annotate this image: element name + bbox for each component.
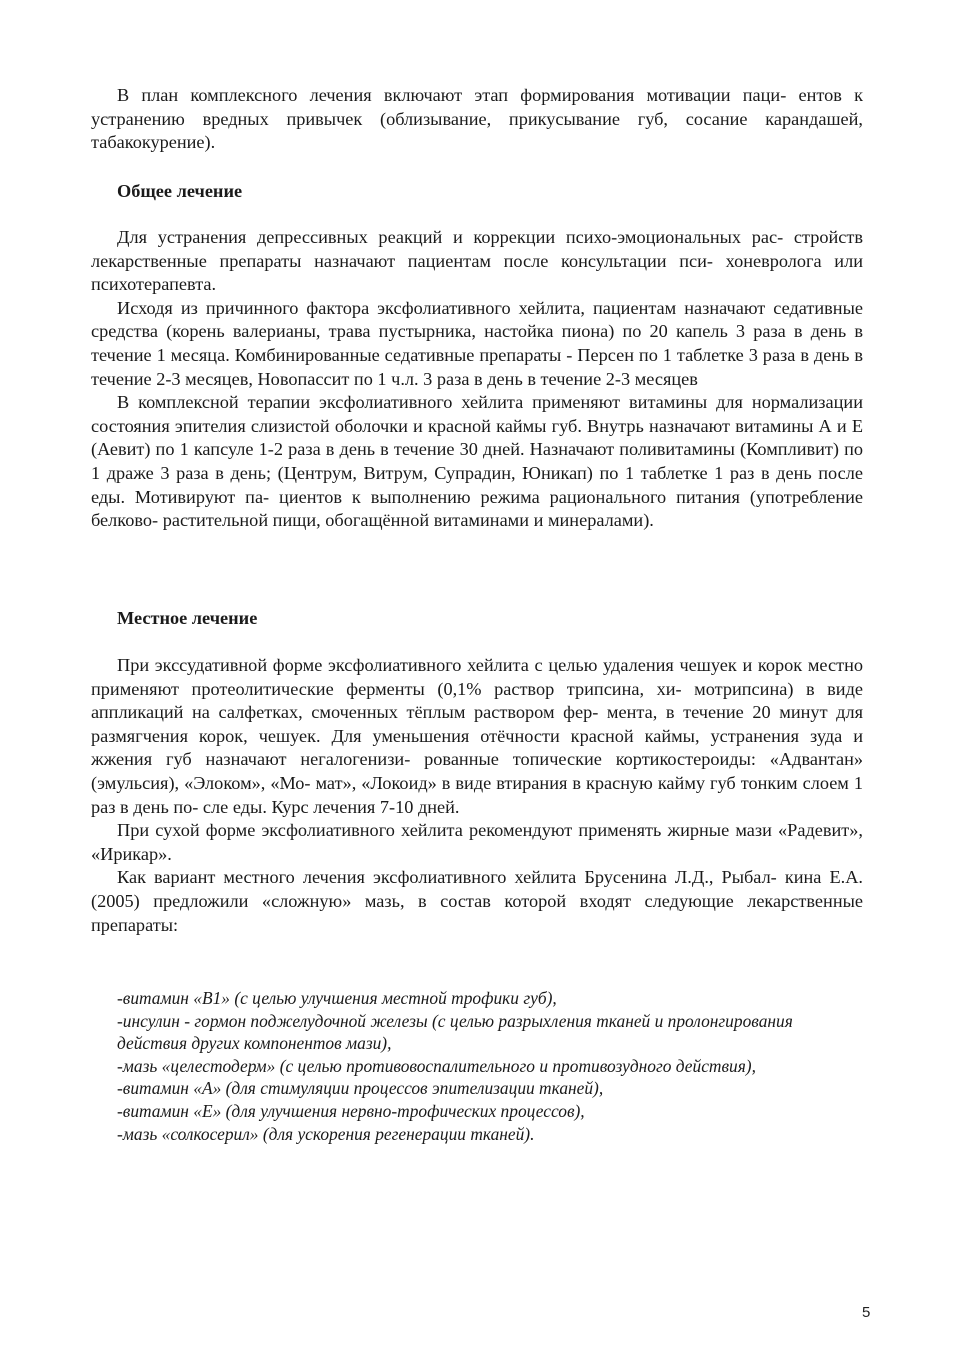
- paragraph-vitamins: В комплексной терапии эксфолиативного хейлита применяют витамины для нормализации состояния эпителия слизистой оболочки и красной каймы губ. Внутрь назначают витамины А и Е (Аевит) по 1 капсуле 1-2 раза в день в течение 30 дней. Назначают поливитамины (Компливит) по 1 драже 3 раза в день; (Центрум, Витрум, Супрадин, Юникап) по 1 таблетке 1 раз в день после еды. Мотивируют па- циентов к выполнению режима рационального питания (употребление белково- растительной пищи, обогащённой витаминами и минералами).: [91, 392, 863, 531]
- heading-general-treatment: Общее лечение: [117, 181, 243, 201]
- local-treatment-section: [91, 654, 863, 937]
- general-treatment-section: [91, 226, 863, 533]
- paragraph-sedatives: Исходя из причинного фактора эксфолиативного хейлита, пациентам назначают седативные средства (корень валерианы, трава пустырника, настойка пиона) по 20 капель 3 раза в день в течение 1 месяца. Комбинированные седативные препараты - Персен по 1 таблетке 3 раза в день в течение 2-3 месяцев, Новопассит по 1 ч.л. 3 раза в день в течение 2-3 месяцев: [91, 297, 863, 389]
- heading-local-treatment: Местное лечение: [117, 608, 258, 628]
- paragraph-exudative-form: При экссудативной форме эксфолиативного хейлита с целью удаления чешуек и корок местно применяют протеолитические ферменты (0,1% раствор трипсина, хи- мотрипсина) в виде аппликаций на салфетках, смоченных тёплым раствором фер- мента, в течение 20 минут для размягчения корок, чешуек. Для уменьшения отёчности красной каймы, устранения зуда и жжения губ назначают негалогенизи- рованные топические кортикостероиды: «Адвантан» (эмульсия), «Элоком», «Мо- мат», «Локоид» в виде втирания в красную кайму губ тонким слоем 1 раз в день по- сле еды. Курс лечения 7-10 дней.: [91, 655, 863, 817]
- list-item: -мазь «целестодерм» (с целью противовоспалительного и противозудного действия),: [117, 1055, 756, 1076]
- paragraph-complex-ointment: Как вариант местного лечения эксфолиативного хейлита Брусенина Л.Д., Рыбал- кина Е.А. (2005) предложили «сложную» мазь, в состав которой входят следующие лекарственные препараты:: [91, 867, 863, 935]
- paragraph-depression: Для устранения депрессивных реакций и коррекции психо-эмоциональных рас- стройств лекарственные препараты назначают пациентам после консультации пси- хоневролога или психотерапевта.: [91, 227, 863, 295]
- list-item: -мазь «солкосерил» (для ускорения регенерации тканей).: [117, 1123, 535, 1144]
- list-item: -витамин «А» (для стимуляции процессов эпителизации тканей),: [117, 1078, 604, 1099]
- paragraph-motivation: В план комплексного лечения включают этап формирования мотивации паци- ентов к устранению вредных привычек (облизывание, прикусывание губ, сосание карандашей, табакокурение).: [91, 85, 863, 153]
- list-item: -инсулин - гормон поджелудочной железы (с целью разрыхления тканей и пролонгирования действия других компонентов мази),: [117, 1010, 793, 1054]
- intro-section: [91, 84, 863, 155]
- list-item: -витамин «В1» (с целью улучшения местной трофики губ),: [117, 988, 557, 1008]
- ointment-components-list: [117, 987, 817, 1145]
- page-number: 5: [862, 1304, 871, 1321]
- list-item: -витамин «Е» (для улучшения нервно-трофических процессов),: [117, 1100, 585, 1121]
- paragraph-dry-form: При сухой форме эксфолиативного хейлита рекомендуют применять жирные мази «Радевит», «Ирикар».: [91, 820, 863, 864]
